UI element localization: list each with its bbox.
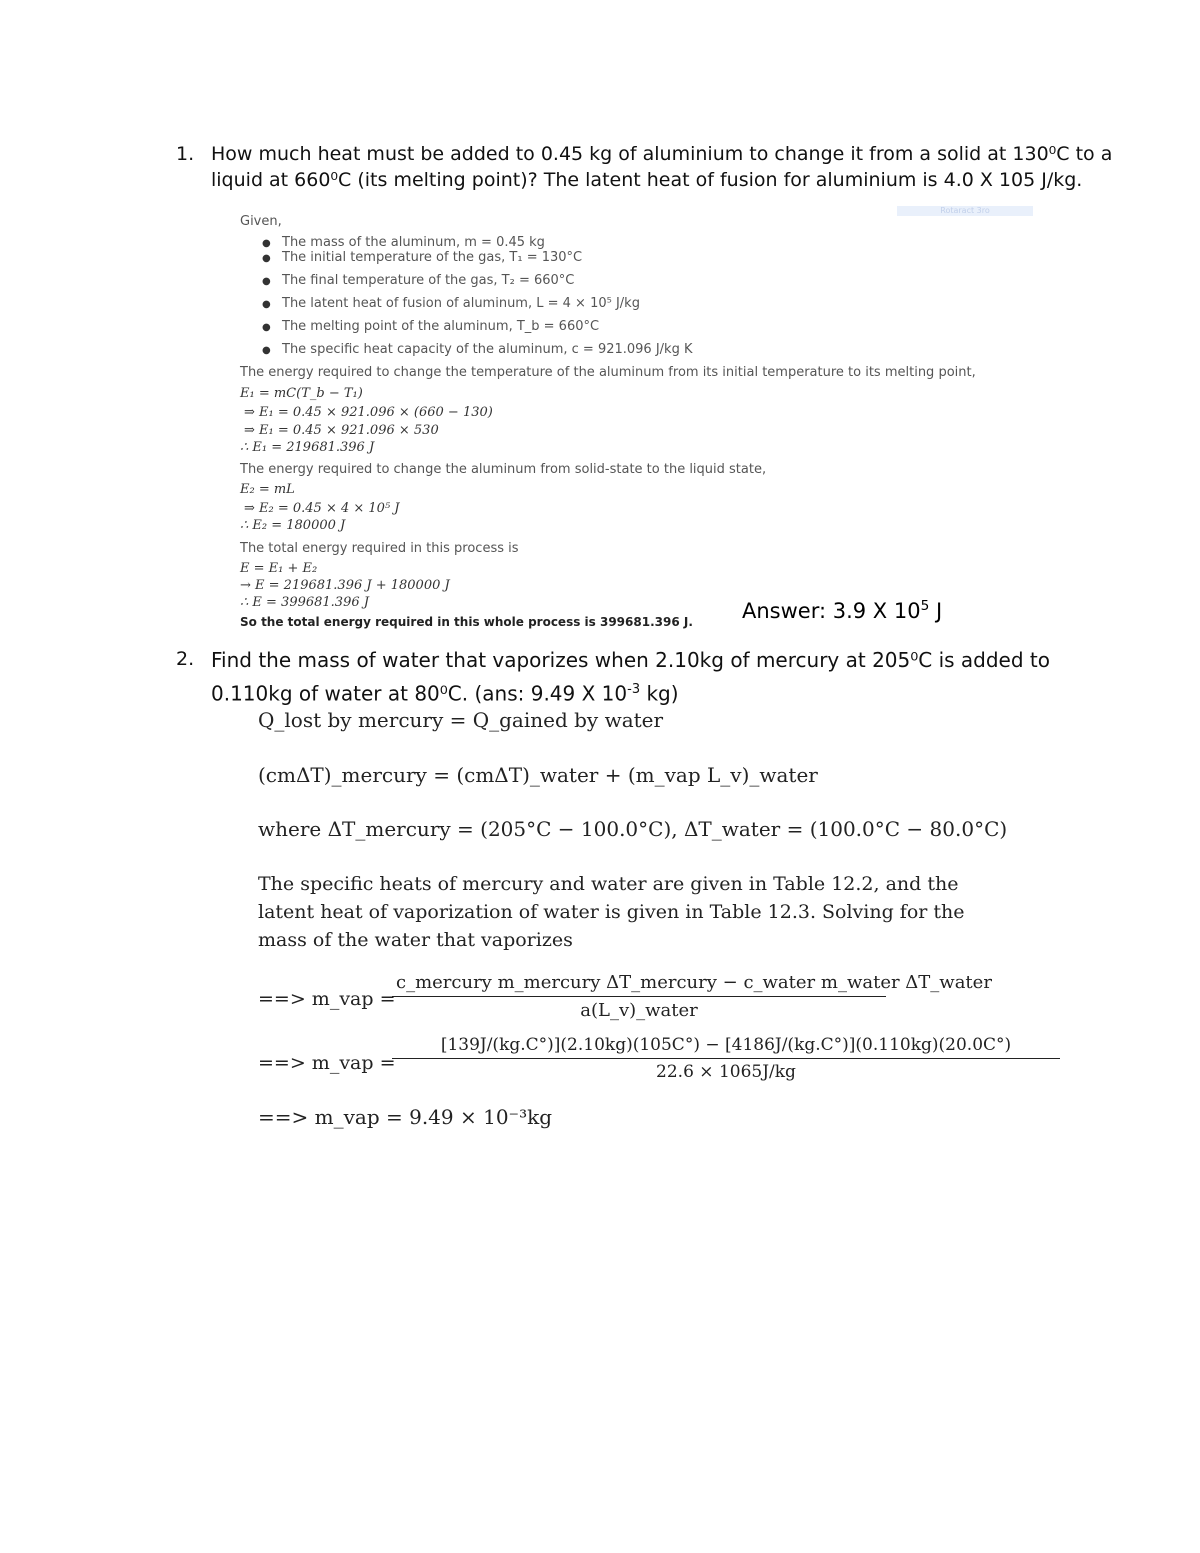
total-intro: The total energy required in this process is — [240, 541, 519, 556]
mvap-lhs-2: ==> m_vap = — [258, 1052, 396, 1074]
energy-1-step-2: ⇒ E₁ = 0.45 × 921.096 × 530 — [244, 423, 439, 438]
energy-1-result: ∴ E₁ = 219681.396 J — [240, 440, 375, 455]
given-item-4: The latent heat of fusion of aluminum, L = 4 × 10⁵ J/kg — [282, 296, 640, 311]
question-2-line-1: Find the mass of water that vaporizes when 2.10kg of mercury at 205⁰C is added to — [211, 648, 1050, 672]
answer-1-unit: J — [929, 599, 943, 623]
question-1-line-1: How much heat must be added to 0.45 kg of aluminium to change it from a solid at 130⁰C to a — [211, 143, 1113, 165]
explanation-line-1: The specific heats of mercury and water are given in Table 12.2, and the — [258, 873, 959, 895]
given-item-3: The final temperature of the gas, T₂ = 660°C — [282, 273, 575, 288]
mvap-formula-denominator: a(L_v)_water — [580, 1000, 698, 1021]
question-2-number: 2. — [176, 648, 195, 670]
answer-1-exponent: 5 — [920, 598, 930, 614]
energy-1-intro: The energy required to change the temperature of the aluminum from its initial temperature to its melting point, — [240, 365, 976, 380]
given-item-5: The melting point of the aluminum, T_b = 660°C — [282, 319, 600, 334]
mvap-formula-fraction — [392, 972, 992, 1021]
mvap-lhs-1: ==> m_vap = — [258, 988, 396, 1010]
total-result: ∴ E = 399681.396 J — [240, 595, 369, 610]
energy-2-equation: E₂ = mL — [240, 482, 295, 497]
answer-1 — [742, 598, 942, 623]
mvap-result: ==> m_vap = 9.49 × 10⁻³kg — [258, 1105, 553, 1129]
question-2-line-2-text: 0.110kg of water at 80⁰C. (ans: 9.49 X 10 — [211, 681, 628, 706]
explanation-paragraph — [258, 870, 965, 954]
explanation-line-2: latent heat of vaporization of water is given in Table 12.3. Solving for the — [258, 901, 965, 923]
answer-1-value: Answer: 3.9 X 10 — [742, 599, 921, 623]
given-item-2: The initial temperature of the gas, T₁ = 130°C — [282, 250, 583, 265]
bullet-icon: ● — [262, 322, 271, 333]
given-item-6: The specific heat capacity of the aluminum, c = 921.096 J/kg K — [282, 342, 693, 357]
question-2-text — [211, 646, 1050, 709]
mvap-substitution-denominator: 22.6 × 1065J/kg — [656, 1062, 796, 1082]
question-2-line-2-unit: kg) — [640, 681, 679, 706]
question-2-exponent: -3 — [627, 682, 641, 697]
given-item-1: The mass of the aluminum, m = 0.45 kg — [282, 235, 545, 250]
mvap-formula-numerator: c_mercury m_mercury ΔT_mercury − c_water m_water ΔT_water — [392, 972, 886, 997]
energy-conclusion: So the total energy required in this whole process is 399681.396 J. — [240, 615, 693, 629]
given-label: Given, — [240, 214, 282, 229]
question-1-line-2: liquid at 660⁰C (its melting point)? The latent heat of fusion for aluminium is 4.0 X 105 J/kg. — [211, 169, 1083, 191]
total-equation: E = E₁ + E₂ — [240, 561, 318, 576]
energy-1-equation: E₁ = mC(T_b − T₁) — [240, 386, 363, 401]
explanation-line-3: mass of the water that vaporizes — [258, 929, 573, 951]
question-1-text — [211, 141, 1112, 193]
heat-terms-equation: (cmΔT)_mercury = (cmΔT)_water + (m_vap L_v)_water — [258, 763, 818, 787]
watermark-badge: Rotaract 3ro — [897, 206, 1033, 216]
bullet-icon: ● — [262, 299, 271, 310]
total-step: → E = 219681.396 J + 180000 J — [240, 578, 450, 593]
question-1-number: 1. — [176, 143, 195, 165]
bullet-icon: ● — [262, 253, 271, 264]
mvap-substitution-fraction — [392, 1035, 1060, 1082]
bullet-icon: ● — [262, 345, 271, 356]
energy-2-intro: The energy required to change the aluminum from solid-state to the liquid state, — [240, 462, 767, 477]
delta-t-definition: where ΔT_mercury = (205°C − 100.0°C), ΔT_water = (100.0°C − 80.0°C) — [258, 817, 1008, 841]
energy-1-step-1: ⇒ E₁ = 0.45 × 921.096 × (660 − 130) — [244, 405, 493, 420]
mvap-substitution-numerator: [139J/(kg.C°)](2.10kg)(105C°) − [4186J/(kg.C°)](0.110kg)(20.0C°) — [392, 1035, 1060, 1059]
energy-2-result: ∴ E₂ = 180000 J — [240, 518, 346, 533]
bullet-icon: ● — [262, 276, 271, 287]
energy-2-step: ⇒ E₂ = 0.45 × 4 × 10⁵ J — [244, 501, 400, 516]
bullet-icon: ● — [262, 238, 271, 249]
heat-balance-equation: Q_lost by mercury = Q_gained by water — [258, 708, 664, 732]
question-2-line-2 — [211, 675, 1050, 709]
